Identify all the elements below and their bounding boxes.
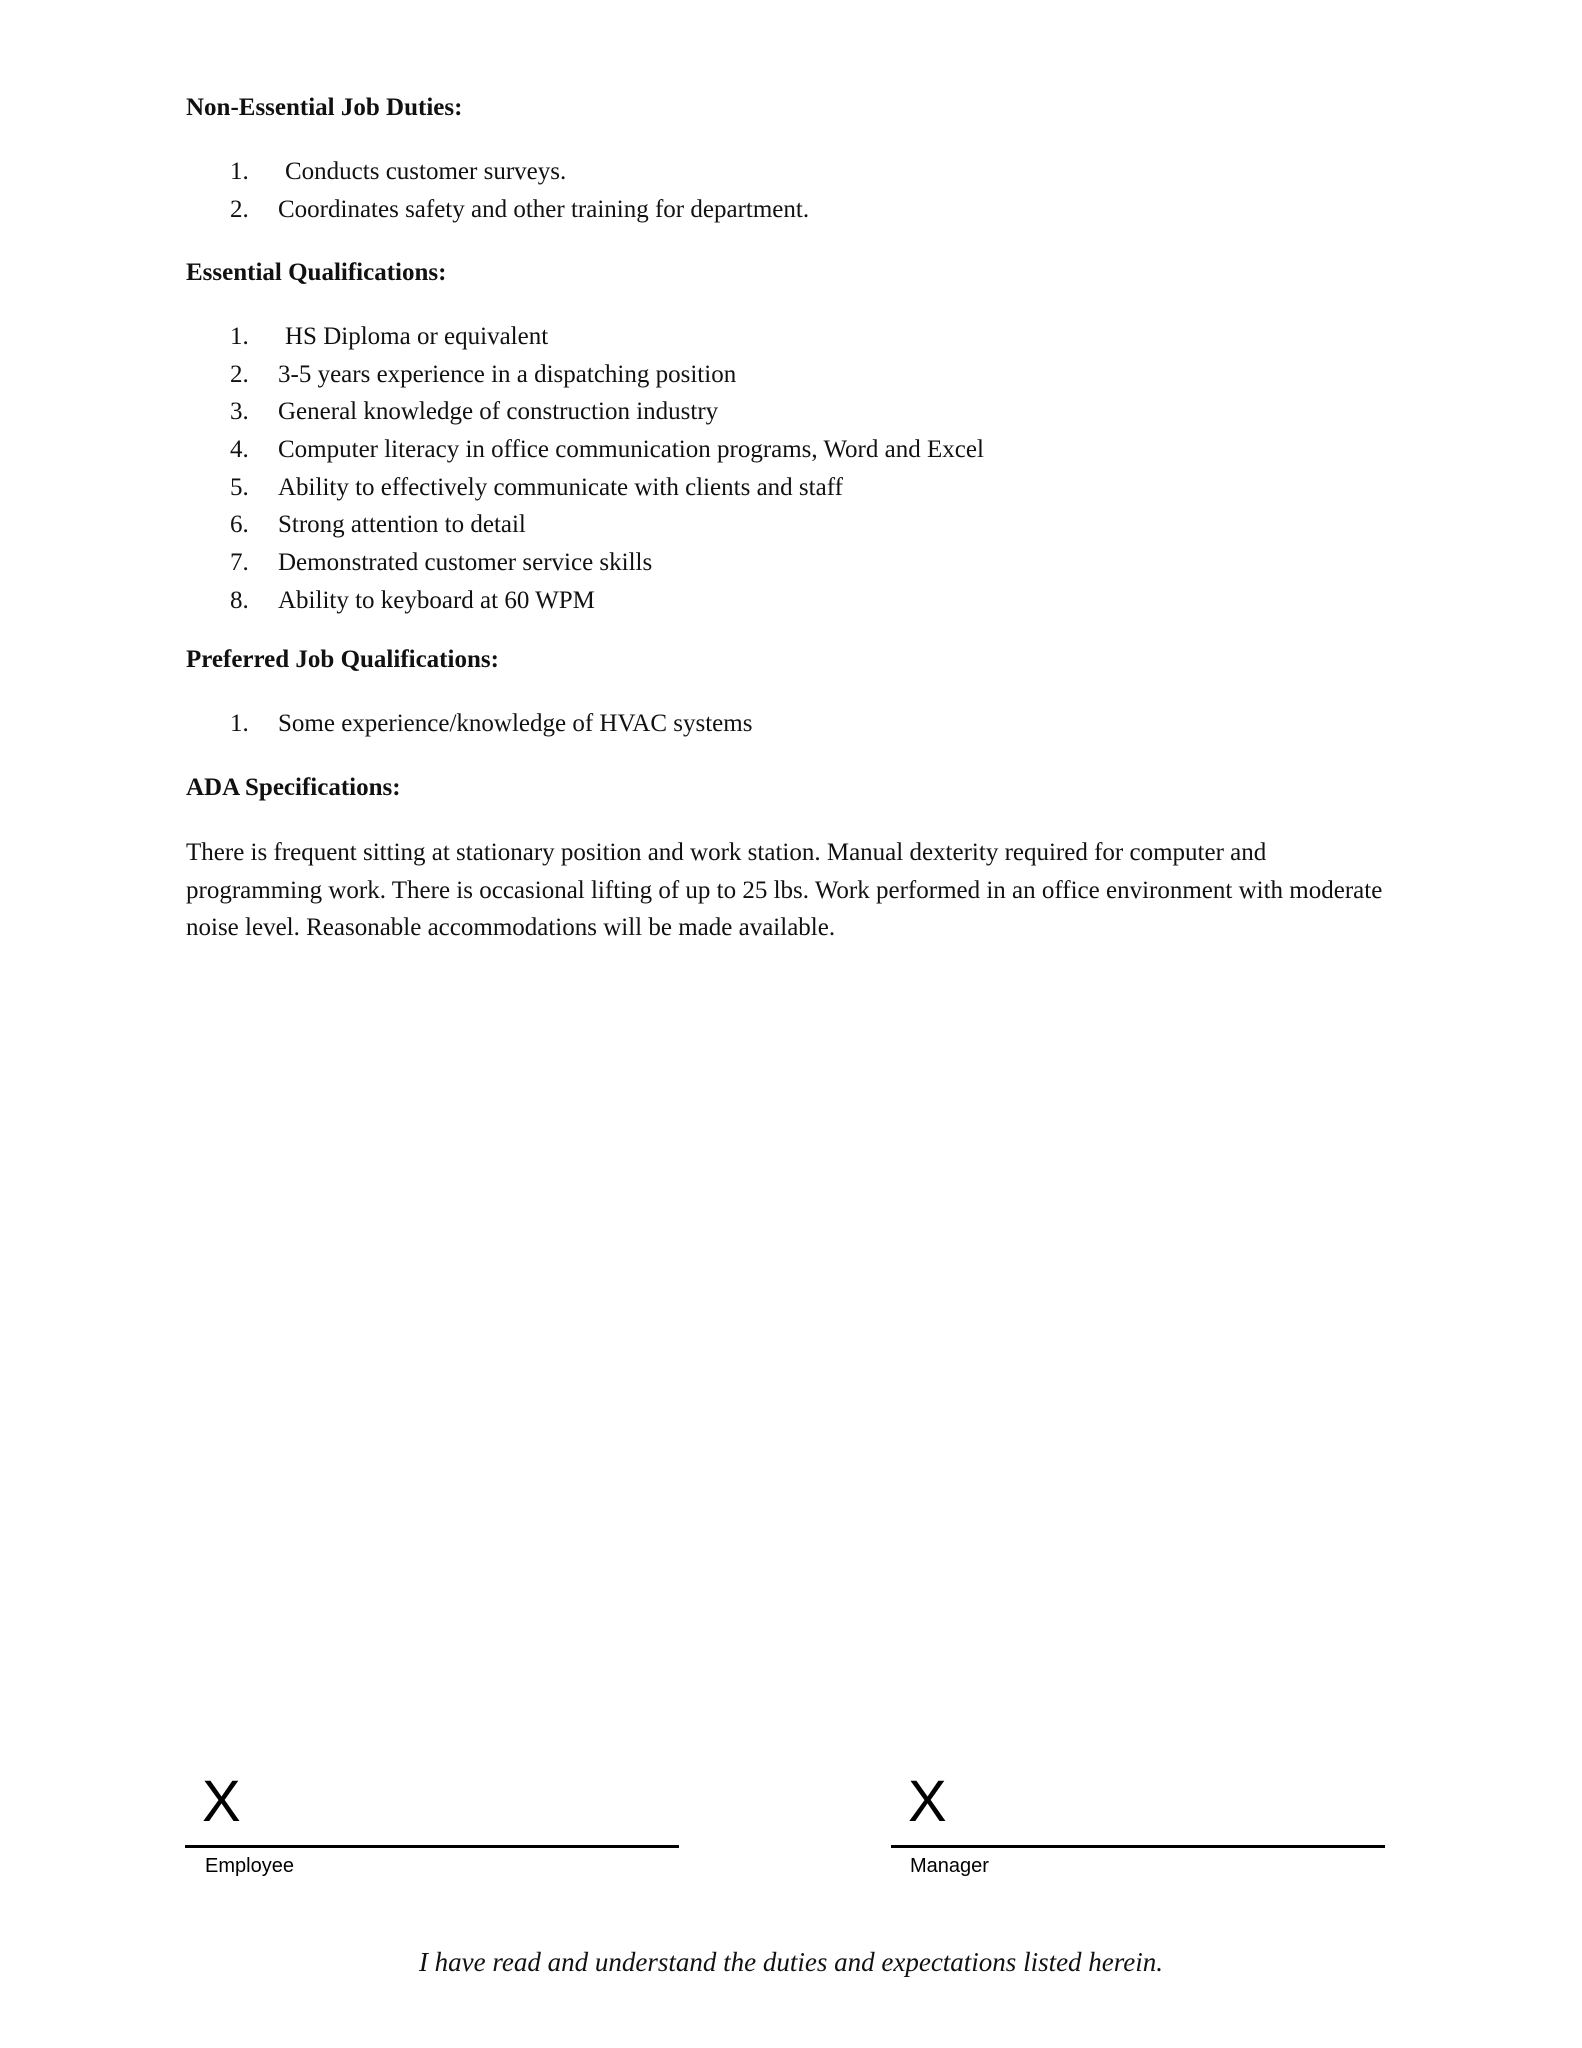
list-item-number: 5. bbox=[230, 473, 249, 501]
list-item-number: 7. bbox=[230, 549, 249, 577]
list-item-text: General knowledge of construction industry bbox=[278, 398, 719, 426]
list-item-text: Strong attention to detail bbox=[278, 511, 526, 539]
manager-signature-label: Manager bbox=[910, 1855, 989, 1877]
ada-specifications-heading: ADA Specifications: bbox=[186, 774, 401, 801]
list-item-number: 2. bbox=[230, 195, 249, 223]
list-item-number: 8. bbox=[230, 586, 249, 614]
list-item-text: HS Diploma or equivalent bbox=[285, 323, 549, 350]
list-item-number: 2. bbox=[230, 360, 249, 388]
list-item-text: Some experience/knowledge of HVAC systems bbox=[278, 710, 753, 737]
employee-signature-mark: X bbox=[202, 1769, 241, 1834]
manager-signature-mark: X bbox=[908, 1769, 947, 1834]
acknowledgement-statement: I have read and understand the duties and expectations listed herein. bbox=[418, 1947, 1164, 1977]
list-item-number: 4. bbox=[230, 436, 249, 464]
list-item-number: 6. bbox=[230, 511, 249, 539]
list-item-text: Coordinates safety and other training for department. bbox=[278, 195, 810, 223]
ada-specifications-text: There is frequent sitting at stationary position and work station. Manual dexterity required for computer and programming work. There is occasional lifting of up to 25 lbs. Work performed in an office environment with moderate noise level. Reasonable accommodations will be made available. bbox=[186, 839, 1383, 942]
list-item-number: 1. bbox=[230, 323, 249, 350]
manager-signature-line bbox=[891, 1845, 1385, 1848]
list-item-text: Conducts customer surveys. bbox=[285, 158, 567, 185]
employee-signature-line bbox=[185, 1845, 679, 1848]
employee-signature-label: Employee bbox=[205, 1855, 294, 1877]
non-essential-duties-heading: Non-Essential Job Duties: bbox=[186, 94, 463, 121]
list-item-number: 1. bbox=[230, 710, 249, 737]
list-item-text: Ability to effectively communicate with clients and staff bbox=[278, 473, 843, 501]
list-item-text: Computer literacy in office communication programs, Word and Excel bbox=[278, 436, 984, 464]
list-item-text: Demonstrated customer service skills bbox=[278, 549, 653, 577]
list-item-text: 3-5 years experience in a dispatching position bbox=[278, 360, 737, 388]
list-item-number: 3. bbox=[230, 398, 249, 426]
essential-qualifications-heading: Essential Qualifications: bbox=[186, 259, 447, 286]
preferred-qualifications-heading: Preferred Job Qualifications: bbox=[186, 646, 499, 673]
list-item-number: 1. bbox=[230, 158, 249, 185]
list-item-text: Ability to keyboard at 60 WPM bbox=[278, 586, 595, 614]
